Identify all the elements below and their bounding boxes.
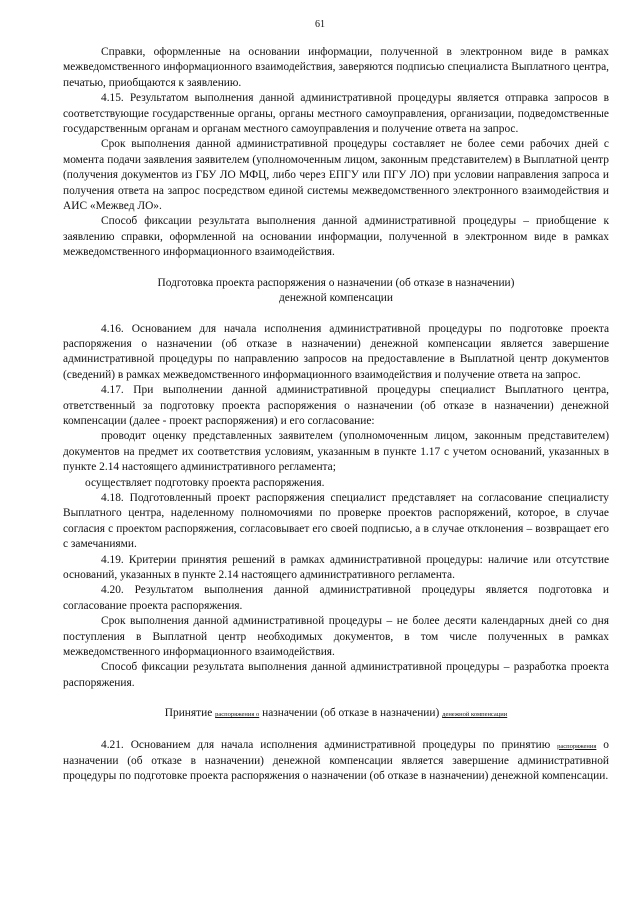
heading-part: Принятие [164, 707, 213, 720]
paragraph: 4.15. Результатом выполнения данной административной процедуры является отправка запросов в соответствующие государственные органы, органы местного самоуправления, организации, подведомственные государственным органам и органам местного самоуправления и получение ответа на запрос. [63, 92, 609, 136]
document-body [63, 45, 609, 785]
paragraph: 4.17. При выполнении данной административной процедуры специалист Выплатного центра, ответственный за подготовку проекта распоряжения о назначении (об отказе в назначении) денежной компенсации (далее - проект распоряжения) и его согласование: [63, 384, 609, 427]
paragraph-small-text: распоряжения [557, 742, 597, 750]
heading-part: назначении (об отказе в назначении) [262, 707, 440, 720]
paragraph: 4.16. Основанием для начала исполнения административной процедуры по подготовке проекта распоряжения о назначении (об отказе в назначении) денежной компенсации является завершение административной процедуры по направлению запросов на предоставление в Выплатной центр документов (сведений) в рамках межведомственного информационного взаимодействия и получение ответа на запрос. [63, 322, 609, 381]
paragraph: Способ фиксации результата выполнения данной административной процедуры – приобщение к заявлению справки, оформленной на основании информации, полученной в электронном виде в рамках межведомственного информационного взаимодействия. [63, 215, 609, 259]
paragraph: осуществляет подготовку проекта распоряжения. [85, 476, 325, 489]
paragraph-text: о назначении (об отказе в назначении) денежной компенсации является завершение административной процедуры по подготовке проекта распоряжения о назначении (об отказе в назначении) денежной компенсации. [63, 738, 609, 783]
paragraph: 4.18. Подготовленный проект распоряжения специалист представляет на согласование специалисту Выплатного центра, наделенному полномочиями по проверке проектов распоряжений, которое, в случае согласия с проектом распоряжения, согласовывает его своей подписью, а в случае отклонения – возвращает его с замечаниями. [63, 491, 609, 551]
paragraph: проводит оценку представленных заявителем (уполномоченным лицом, законным представителем) документов на предмет их соответствия условиям, указанным в пункте 1.17 с учетом оснований, указанных в пункте 2.14 настоящего административного регламента; [63, 430, 609, 474]
paragraph: Справки, оформленные на основании информации, полученной в электронном виде в рамках межведомственного информационного взаимодействия, заверяются подписью специалиста Выплатного центра, печатью, приобщаются к заявлению. [63, 46, 609, 89]
section-heading-line: Подготовка проекта распоряжения о назначении (об отказе в назначении) [157, 276, 515, 289]
section-heading [63, 276, 609, 307]
paragraph-text: 4.21. Основанием для начала исполнения административной процедуры по принятию [101, 738, 551, 751]
heading-small-part: денежной компенсации [442, 711, 508, 719]
section-heading [63, 706, 609, 722]
paragraph: 4.19. Критерии принятия решений в рамках административной процедуры: наличие или отсутствие оснований, указанных в пункте 2.14 настоящего административного регламента. [63, 553, 609, 581]
paragraph: Срок выполнения данной административной процедуры составляет не более семи рабочих дней с момента подачи заявления заявителем (уполномоченным лицом, законным представителем) в Выплатной центр (получения документов из ГБУ ЛО МФЦ, либо через ЕПГУ или ПГУ ЛО) при условии направления запроса и получения ответа на запрос посредством единой системы межведомственного электронного взаимодействия и АИС «Межвед ЛО». [63, 138, 609, 213]
paragraph: 4.20. Результатом выполнения данной административной процедуры является подготовка и согласование проекта распоряжения. [63, 584, 609, 612]
paragraph [63, 738, 609, 785]
heading-small-part: распоряжения о [215, 711, 260, 719]
paragraph: Срок выполнения данной административной процедуры – не более десяти календарных дней со дня поступления в Выплатной центр необходимых документов, в том числе полученных в рамках межведомственного информационного взаимодействия. [63, 615, 609, 659]
page-number: 61 [315, 19, 325, 30]
paragraph: Способ фиксации результата выполнения данной административной процедуры – разработка проекта распоряжения. [63, 661, 609, 689]
section-heading-line: денежной компенсации [278, 292, 394, 305]
